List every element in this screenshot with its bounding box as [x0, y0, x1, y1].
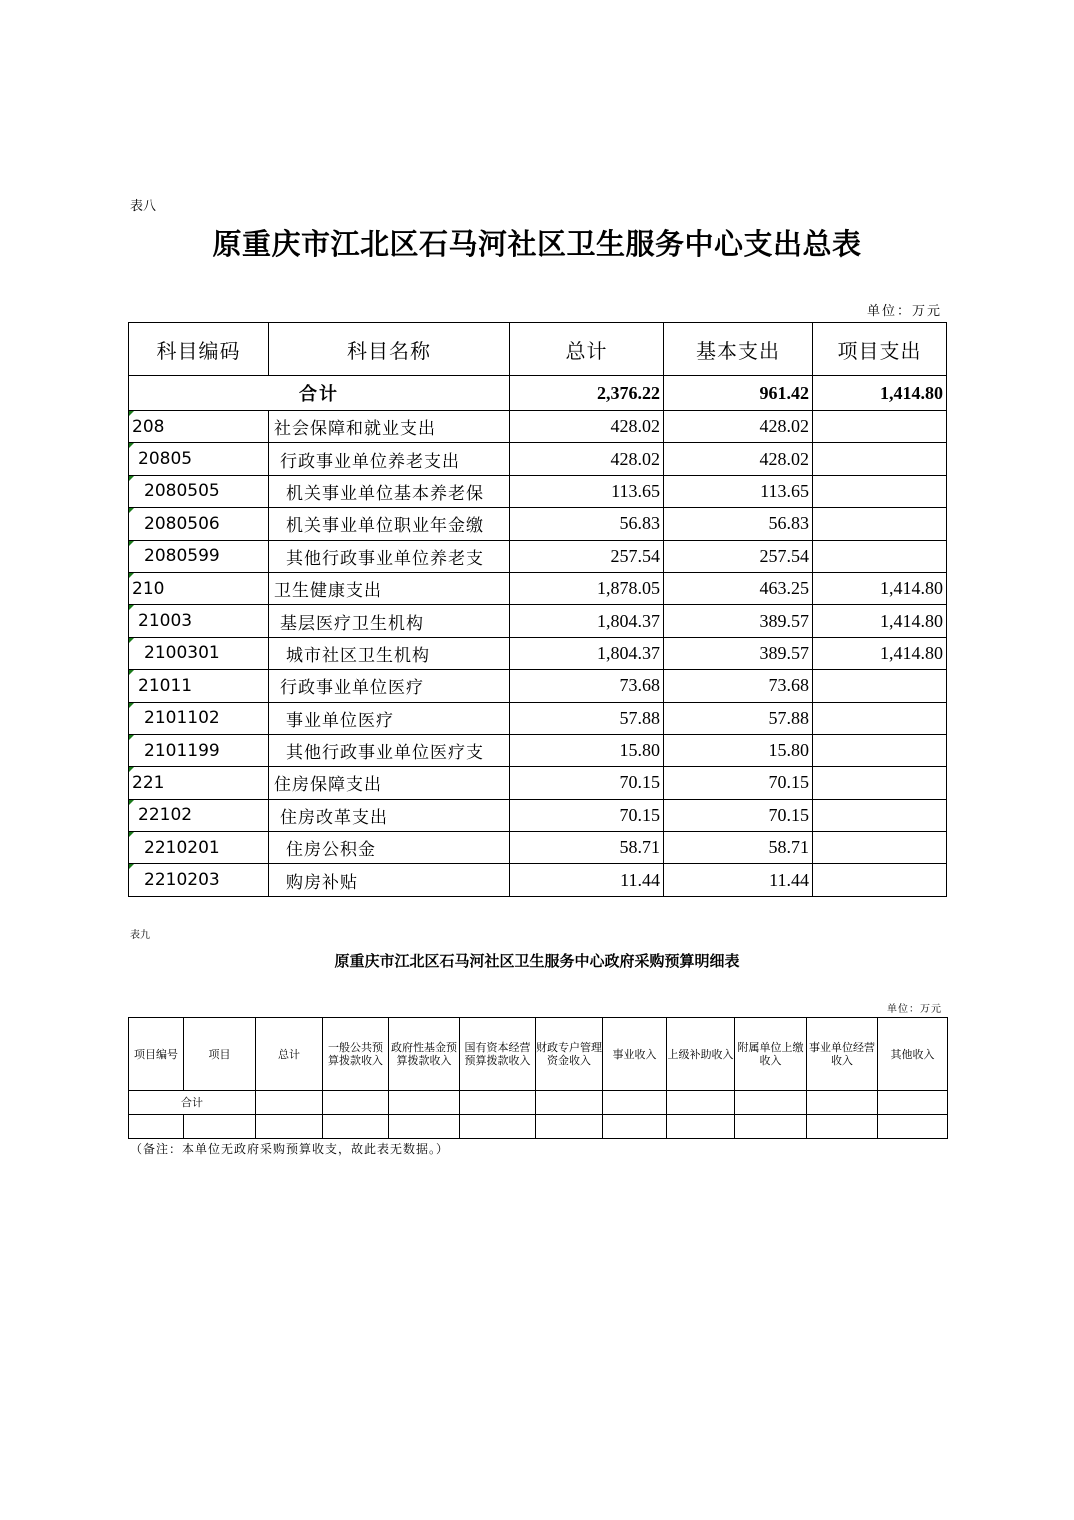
- row-total: 57.88: [510, 702, 664, 734]
- table-row: [129, 767, 947, 799]
- t9-header-id: 项目编号: [129, 1018, 184, 1091]
- table-row: [129, 572, 947, 604]
- table-row: [129, 637, 947, 669]
- row-project: [813, 411, 947, 443]
- t9-header-total: 总计: [256, 1018, 323, 1091]
- row-basic: 57.88: [664, 702, 813, 734]
- row-code: 210: [129, 572, 269, 604]
- header-total: 总计: [510, 323, 664, 376]
- table-row: [129, 443, 947, 475]
- header-project: 项目支出: [813, 323, 947, 376]
- row-project: [813, 443, 947, 475]
- row-total: 58.71: [510, 832, 664, 864]
- row-total: 56.83: [510, 508, 664, 540]
- row-code: 21011: [129, 670, 269, 702]
- t9-total-label: 合计: [129, 1091, 256, 1115]
- row-name: 住房公积金: [269, 832, 510, 864]
- row-total: 70.15: [510, 799, 664, 831]
- row-code: 2100301: [129, 637, 269, 669]
- row-code: 208: [129, 411, 269, 443]
- t9-header-superior-subsidy: 上级补助收入: [667, 1018, 735, 1091]
- row-project: [813, 508, 947, 540]
- row-basic: 389.57: [664, 637, 813, 669]
- row-name: 其他行政事业单位养老支: [269, 540, 510, 572]
- row-code: 2101102: [129, 702, 269, 734]
- row-project: [813, 475, 947, 507]
- row-basic: 428.02: [664, 443, 813, 475]
- row-total: 15.80: [510, 734, 664, 766]
- table9-note: （备注：本单位无政府采购预算收支，故此表无数据。）: [130, 1142, 450, 1156]
- row-name: 城市社区卫生机构: [269, 637, 510, 669]
- row-basic: 463.25: [664, 572, 813, 604]
- table9-title: 原重庆市江北区石马河社区卫生服务中心政府采购预算明细表: [334, 952, 740, 970]
- row-total: 428.02: [510, 411, 664, 443]
- t9-header-affiliated-units: 附属单位上缴收入: [735, 1018, 807, 1091]
- row-basic: 389.57: [664, 605, 813, 637]
- row-basic: 113.65: [664, 475, 813, 507]
- total-label: 合计: [129, 376, 510, 411]
- t9-header-item: 项目: [184, 1018, 256, 1091]
- table-row: [129, 799, 947, 831]
- t9-header-state-capital: 国有资本经营预算拨款收入: [460, 1018, 536, 1091]
- expenditure-summary-table: [128, 322, 947, 897]
- table8-unit: 单位：万元: [866, 304, 942, 319]
- row-name: 卫生健康支出: [269, 572, 510, 604]
- table-row: [129, 475, 947, 507]
- t9-header-operating-income: 事业单位经营收入: [807, 1018, 878, 1091]
- row-basic: 73.68: [664, 670, 813, 702]
- row-code: 221: [129, 767, 269, 799]
- row-project: [813, 670, 947, 702]
- row-project: [813, 734, 947, 766]
- row-code: 2210203: [129, 864, 269, 896]
- t9-header-other-income: 其他收入: [878, 1018, 948, 1091]
- table8-title: 原重庆市江北区石马河社区卫生服务中心支出总表: [212, 227, 862, 261]
- total-project: 1,414.80: [813, 376, 947, 411]
- row-project: [813, 540, 947, 572]
- row-basic: 15.80: [664, 734, 813, 766]
- row-code: 2080505: [129, 475, 269, 507]
- t9-header-general-budget: 一般公共预算拨款收入: [323, 1018, 389, 1091]
- row-name: 其他行政事业单位医疗支: [269, 734, 510, 766]
- table8-label: 表八: [130, 199, 157, 214]
- total-sum: 2,376.22: [510, 376, 664, 411]
- row-total: 1,804.37: [510, 605, 664, 637]
- row-basic: 428.02: [664, 411, 813, 443]
- header-basic: 基本支出: [664, 323, 813, 376]
- table-row: [129, 864, 947, 896]
- table-row: [129, 540, 947, 572]
- row-name: 住房保障支出: [269, 767, 510, 799]
- row-name: 购房补贴: [269, 864, 510, 896]
- t9-empty-row: [129, 1115, 948, 1139]
- row-project: 1,414.80: [813, 572, 947, 604]
- table-row: [129, 605, 947, 637]
- row-code: 21003: [129, 605, 269, 637]
- row-project: 1,414.80: [813, 605, 947, 637]
- row-name: 机关事业单位基本养老保: [269, 475, 510, 507]
- table-row: [129, 702, 947, 734]
- row-total: 70.15: [510, 767, 664, 799]
- row-name: 行政事业单位医疗: [269, 670, 510, 702]
- table-row: [129, 670, 947, 702]
- t9-header-fund-budget: 政府性基金预算拨款收入: [389, 1018, 460, 1091]
- row-basic: 257.54: [664, 540, 813, 572]
- row-project: [813, 799, 947, 831]
- row-total: 257.54: [510, 540, 664, 572]
- row-basic: 11.44: [664, 864, 813, 896]
- total-row: [129, 376, 947, 411]
- row-total: 1,878.05: [510, 572, 664, 604]
- table-row: [129, 832, 947, 864]
- row-project: [813, 864, 947, 896]
- row-code: 2210201: [129, 832, 269, 864]
- row-code: 20805: [129, 443, 269, 475]
- row-basic: 58.71: [664, 832, 813, 864]
- row-total: 428.02: [510, 443, 664, 475]
- row-name: 机关事业单位职业年金缴: [269, 508, 510, 540]
- table-row: [129, 411, 947, 443]
- row-code: 2080599: [129, 540, 269, 572]
- table9-label: 表九: [130, 930, 150, 941]
- row-project: [813, 702, 947, 734]
- row-project: [813, 832, 947, 864]
- t9-header-business-income: 事业收入: [603, 1018, 667, 1091]
- row-total: 11.44: [510, 864, 664, 896]
- header-code: 科目编码: [129, 323, 269, 376]
- row-project: 1,414.80: [813, 637, 947, 669]
- t9-header-special-account: 财政专户管理资金收入: [536, 1018, 603, 1091]
- table-row: [129, 734, 947, 766]
- row-name: 行政事业单位养老支出: [269, 443, 510, 475]
- row-code: 2080506: [129, 508, 269, 540]
- row-total: 113.65: [510, 475, 664, 507]
- row-project: [813, 767, 947, 799]
- row-code: 22102: [129, 799, 269, 831]
- row-basic: 56.83: [664, 508, 813, 540]
- row-total: 73.68: [510, 670, 664, 702]
- row-basic: 70.15: [664, 767, 813, 799]
- table9-unit: 单位：万元: [887, 1004, 942, 1015]
- row-name: 住房改革支出: [269, 799, 510, 831]
- row-total: 1,804.37: [510, 637, 664, 669]
- row-name: 社会保障和就业支出: [269, 411, 510, 443]
- total-basic: 961.42: [664, 376, 813, 411]
- table-row: [129, 508, 947, 540]
- row-name: 事业单位医疗: [269, 702, 510, 734]
- row-code: 2101199: [129, 734, 269, 766]
- row-basic: 70.15: [664, 799, 813, 831]
- header-name: 科目名称: [269, 323, 510, 376]
- t9-total-row: [129, 1091, 948, 1115]
- procurement-budget-table: [128, 1017, 948, 1139]
- row-name: 基层医疗卫生机构: [269, 605, 510, 637]
